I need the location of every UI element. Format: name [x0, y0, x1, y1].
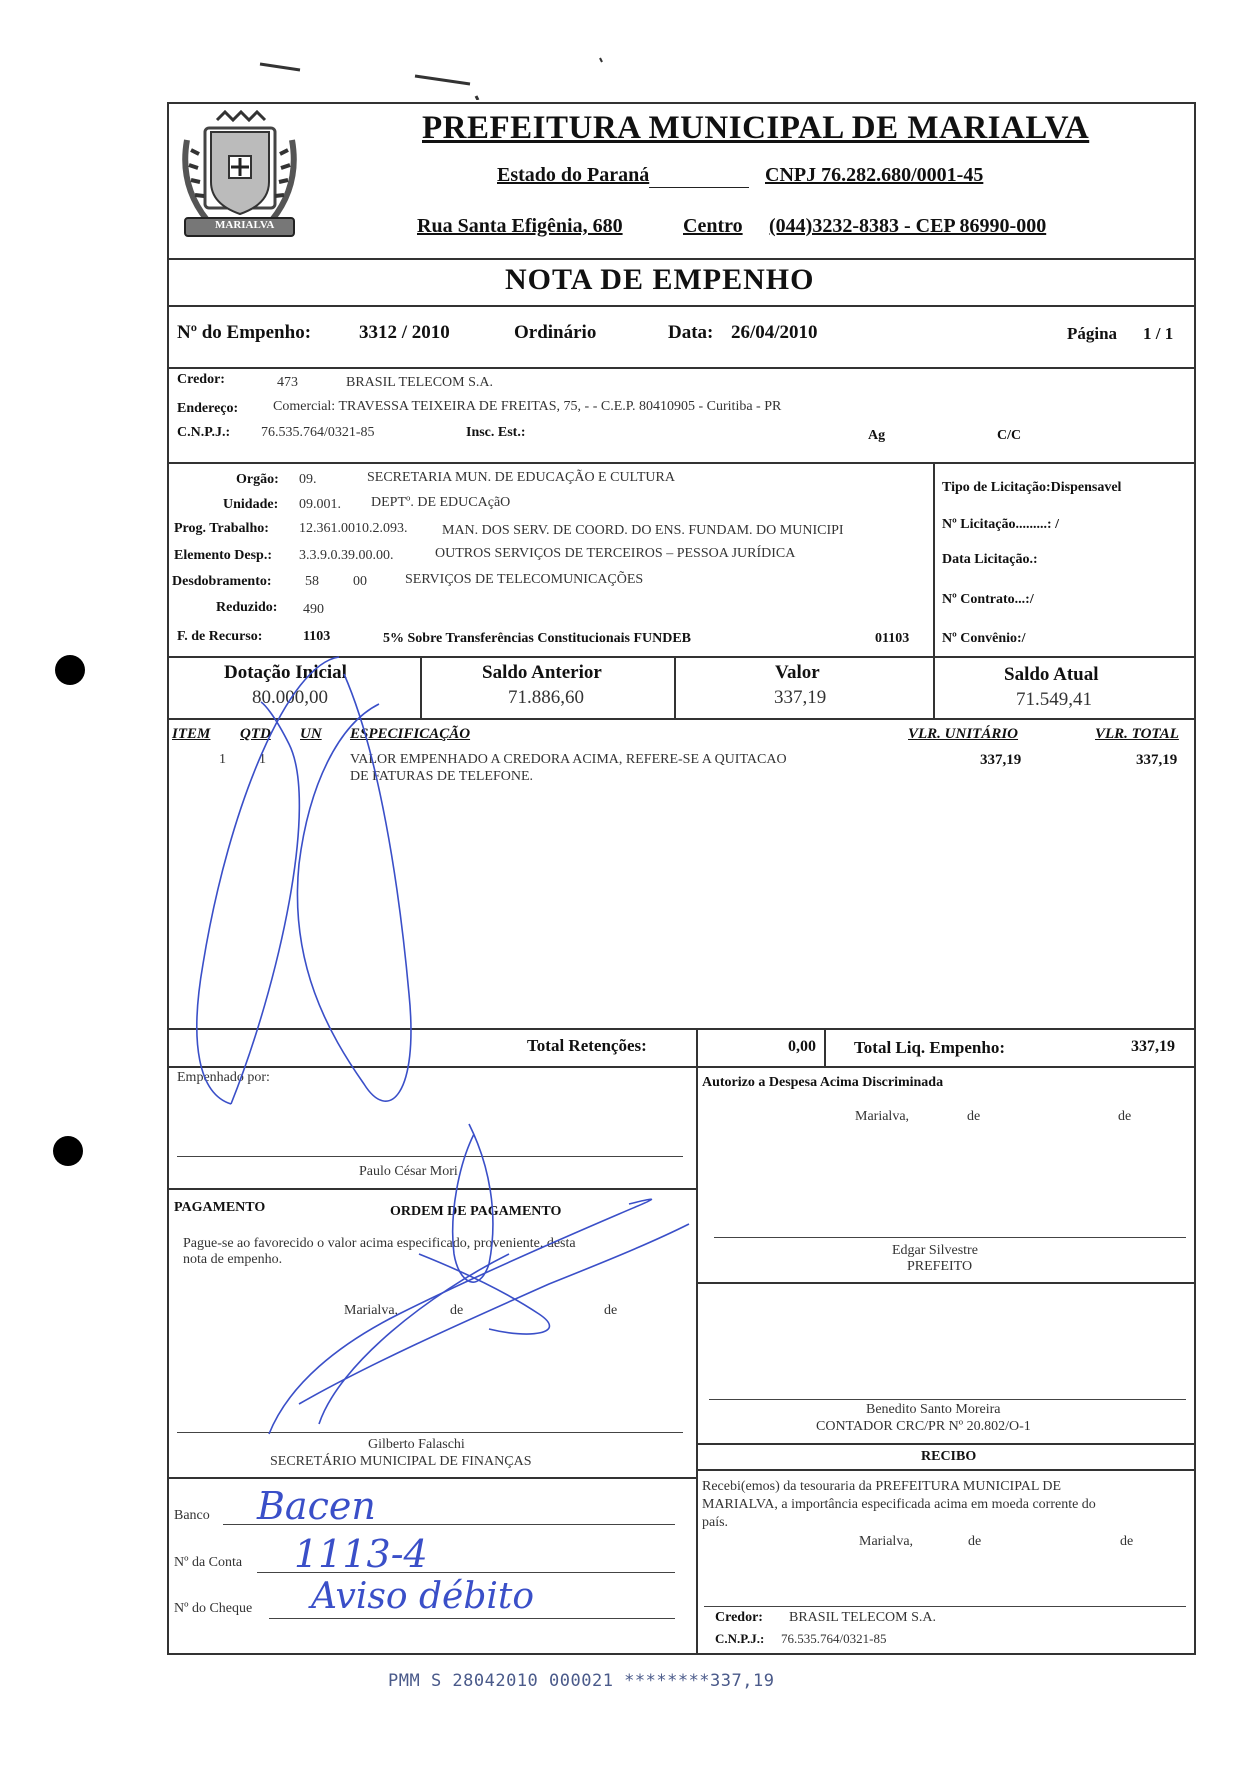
desdobramento-desc: SERVIÇOS DE TELECOMUNICAÇÕES: [405, 572, 644, 587]
autorizo-de2: de: [1118, 1109, 1132, 1124]
credor-code: 473: [277, 375, 298, 390]
reduzido-label: Reduzido:: [216, 600, 278, 615]
empenhado-label: Empenhado por:: [177, 1070, 270, 1085]
recurso-code2: 01103: [875, 631, 910, 646]
recibo-city: Marialva,: [859, 1534, 914, 1549]
elemento-label: Elemento Desp.:: [174, 548, 272, 563]
phone-cep: (044)3232-8383 - CEP 86990-000: [769, 215, 1047, 237]
ordem-city: Marialva,: [344, 1303, 399, 1318]
banco-label: Banco: [174, 1508, 210, 1523]
recibo-cnpj-label: C.N.P.J.:: [715, 1631, 765, 1646]
agency-label: Ag: [868, 428, 886, 443]
col-qtd: QTD: [240, 726, 271, 742]
contrato-numero: Nº Contrato...:/: [942, 592, 1034, 607]
saldo-atual-value: 71.549,41: [1016, 689, 1092, 710]
empenhado-signer: Paulo César Mori: [359, 1164, 458, 1179]
conta-handwritten: 1113-4: [294, 1532, 428, 1576]
col-vlr-unitario: VLR. UNITÁRIO: [908, 726, 1019, 742]
recurso-code: 1103: [303, 629, 331, 644]
desdobramento-label: Desdobramento:: [172, 574, 272, 589]
licitacao-data: Data Licitação.:: [942, 552, 1038, 567]
page-number: 1 / 1: [1143, 324, 1174, 343]
recibo-label: RECIBO: [921, 1449, 977, 1464]
nota-de-empenho-form: [167, 102, 1196, 1655]
conta-label: Nº da Conta: [174, 1555, 243, 1570]
recibo-de2: de: [1120, 1534, 1134, 1549]
elemento-code: 3.3.9.0.39.00.00.: [299, 548, 394, 563]
recibo-text-line1: Recebi(emos) da tesouraria da PREFEITURA MUNICIPAL DE: [702, 1479, 1062, 1494]
dotacao-value: 80.000,00: [252, 687, 328, 708]
prog-trabalho-code: 12.361.0010.2.093.: [299, 521, 408, 536]
ordem-text-line1: Pague-se ao favorecido o valor acima especificado, proveniente, desta: [183, 1236, 576, 1251]
liq-label: Total Liq. Empenho:: [854, 1038, 1005, 1057]
pagamento-label: PAGAMENTO: [174, 1200, 266, 1215]
cnpj-prefeitura: CNPJ 76.282.680/0001-45: [765, 164, 984, 186]
credor-label: Credor:: [177, 372, 225, 387]
empenho-date: 26/04/2010: [731, 322, 818, 343]
contador-role: CONTADOR CRC/PR Nº 20.802/O-1: [816, 1419, 1031, 1434]
recibo-credor: BRASIL TELECOM S.A.: [789, 1610, 937, 1625]
col-vlr-total: VLR. TOTAL: [1095, 726, 1179, 742]
recibo-de1: de: [968, 1534, 982, 1549]
credor-name: BRASIL TELECOM S.A.: [346, 375, 494, 390]
orgao-code: 09.: [299, 472, 317, 487]
saldo-atual-label: Saldo Atual: [1004, 664, 1099, 685]
secretario-role: SECRETÁRIO MUNICIPAL DE FINANÇAS: [270, 1454, 532, 1469]
autorizo-de1: de: [967, 1109, 981, 1124]
recurso-label: F. de Recurso:: [177, 629, 263, 644]
contador-signer: Benedito Santo Moreira: [866, 1402, 1001, 1417]
row-desc-line1: VALOR EMPENHADO A CREDORA ACIMA, REFERE-SE A QUITACAO: [350, 752, 787, 767]
desdobramento-code1: 58: [305, 574, 319, 589]
signature-scribbles: [169, 104, 1194, 1654]
licitacao-numero: Nº Licitação.........: /: [942, 517, 1059, 532]
ordem-text-line2: nota de empenho.: [183, 1252, 283, 1267]
row-desc-line2: DE FATURAS DE TELEFONE.: [350, 769, 534, 784]
elemento-desc: OUTROS SERVIÇOS DE TERCEIROS – PESSOA JURÍDICA: [435, 546, 796, 561]
address-label: Endereço:: [177, 401, 239, 416]
recibo-credor-label: Credor:: [715, 1610, 763, 1625]
orgao-desc: SECRETARIA MUN. DE EDUCAÇÃO E CULTURA: [367, 470, 675, 485]
saldo-anterior-value: 71.886,60: [508, 687, 584, 708]
recurso-desc: 5% Sobre Transferências Constitucionais FUNDEB: [383, 631, 692, 646]
doc-title: NOTA DE EMPENHO: [505, 263, 815, 296]
prog-trabalho-label: Prog. Trabalho:: [174, 521, 269, 536]
valor-label: Valor: [775, 662, 820, 683]
reduzido-value: 490: [303, 602, 324, 617]
orgao-label: Orgão:: [236, 472, 279, 487]
col-item: ITEM: [172, 726, 211, 742]
prog-trabalho-desc: MAN. DOS SERV. DE COORD. DO ENS. FUNDAM. DO MUNICIPI: [442, 523, 844, 538]
secretario-signer: Gilberto Falaschi: [368, 1437, 465, 1452]
prefeito-signer: Edgar Silvestre: [892, 1243, 978, 1258]
state-name: Estado do Paraná: [497, 164, 650, 186]
empenho-label: Nº do Empenho:: [177, 322, 312, 343]
convenio-numero: Nº Convênio:/: [942, 631, 1026, 646]
retencoes-value: 0,00: [788, 1038, 816, 1055]
ordem-de2: de: [604, 1303, 618, 1318]
unidade-label: Unidade:: [223, 497, 279, 512]
ordem-de1: de: [450, 1303, 464, 1318]
scan-marks: [220, 50, 700, 100]
punch-hole-bottom: [53, 1136, 83, 1166]
retencoes-label: Total Retenções:: [527, 1036, 647, 1055]
empenho-type: Ordinário: [514, 322, 597, 343]
autorizo-city: Marialva,: [855, 1109, 910, 1124]
banco-handwritten: Bacen: [257, 1484, 376, 1528]
desdobramento-code2: 00: [353, 574, 367, 589]
recibo-text-line3: país.: [702, 1515, 729, 1530]
autorizo-label: Autorizo a Despesa Acima Discriminada: [702, 1075, 944, 1090]
prefeito-role: PREFEITO: [907, 1259, 973, 1274]
cheque-handwritten: Aviso débito: [311, 1576, 535, 1617]
signature-gilberto: [269, 1124, 689, 1434]
municipality-title: PREFEITURA MUNICIPAL DE MARIALVA: [422, 110, 1090, 146]
credor-cnpj-label: C.N.P.J.:: [177, 425, 231, 440]
cheque-label: Nº do Cheque: [174, 1601, 253, 1616]
punch-hole-top: [55, 655, 85, 685]
row-qtd: 1: [259, 752, 266, 767]
recibo-cnpj: 76.535.764/0321-85: [781, 1631, 887, 1646]
signature-paulo: [197, 657, 411, 1104]
row-item: 1: [219, 752, 226, 767]
recibo-text-line2: MARIALVA, a importância especificada acima em moeda corrente do: [702, 1497, 1096, 1512]
credor-address: Comercial: TRAVESSA TEIXEIRA DE FREITAS, 75, - - C.E.P. 80410905 - Curitiba - PR: [273, 399, 782, 414]
date-label: Data:: [668, 322, 714, 343]
row-total-value: 337,19: [1136, 752, 1178, 768]
unidade-desc: DEPTº. DE EDUCAçãO: [371, 495, 511, 510]
dotacao-label: Dotação Inicial: [224, 662, 347, 683]
empenho-number: 3312 / 2010: [359, 322, 450, 343]
col-un: UN: [300, 726, 322, 742]
row-unit-value: 337,19: [980, 752, 1022, 768]
street-address: Rua Santa Efigênia, 680: [417, 215, 623, 237]
licitacao-tipo: Tipo de Licitação:Dispensavel: [942, 480, 1122, 495]
bank-stamp: PMM S 28042010 000021 ********337,19: [388, 1671, 775, 1691]
saldo-anterior-label: Saldo Anterior: [482, 662, 602, 683]
district: Centro: [683, 215, 743, 237]
crest-label: MARIALVA: [215, 219, 275, 231]
liq-value: 337,19: [1131, 1038, 1175, 1055]
valor-value: 337,19: [774, 687, 827, 708]
account-label: C/C: [997, 428, 1022, 443]
unidade-code: 09.001.: [299, 497, 341, 512]
col-especificacao: ESPECIFICAÇÃO: [350, 726, 471, 742]
ordem-pagamento-label: ORDEM DE PAGAMENTO: [390, 1204, 562, 1219]
credor-cnpj: 76.535.764/0321-85: [261, 425, 375, 440]
insc-est-label: Insc. Est.:: [466, 425, 526, 440]
page-label: Página: [1067, 324, 1118, 343]
